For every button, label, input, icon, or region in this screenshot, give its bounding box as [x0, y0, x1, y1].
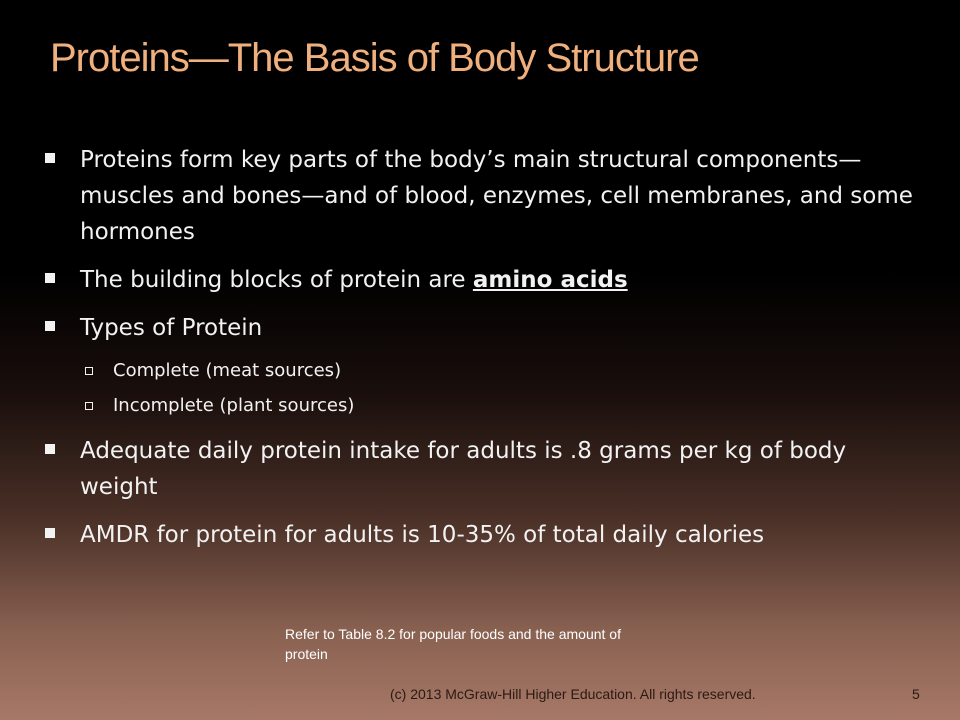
bullet-item	[45, 310, 925, 346]
hollow-square-bullet-icon	[85, 367, 93, 375]
bullet-item	[45, 517, 925, 553]
sub-bullet-item	[45, 358, 925, 384]
slide-title: Proteins—The Basis of Body Structure	[50, 36, 699, 80]
bullet-text: AMDR for protein for adults is 10-35% of total daily calories	[80, 522, 765, 548]
square-bullet-icon	[45, 153, 55, 163]
square-bullet-icon	[45, 444, 55, 454]
sub-bullet-text: Incomplete (plant sources)	[113, 395, 355, 416]
sub-bullet-item	[45, 393, 925, 419]
bullet-text: Types of Protein	[80, 315, 263, 341]
square-bullet-icon	[45, 528, 55, 538]
square-bullet-icon	[45, 321, 55, 331]
square-bullet-icon	[45, 273, 55, 283]
bullet-text: The building blocks of protein are	[80, 267, 473, 293]
hollow-square-bullet-icon	[85, 402, 93, 410]
bullet-item	[45, 142, 925, 250]
emphasized-term: amino acids	[472, 267, 628, 293]
bullet-item	[45, 433, 925, 505]
bullet-text: Proteins form key parts of the body’s main structural components—muscles and bones—and of blood, enzymes, cell membranes, and some hormones	[80, 147, 913, 245]
bullet-item	[45, 262, 925, 298]
bullet-list	[45, 142, 925, 565]
reference-note: Refer to Table 8.2 for popular foods and the amount of protein	[285, 626, 621, 662]
page-number: 5	[912, 686, 920, 702]
sub-bullet-text: Complete (meat sources)	[113, 360, 342, 381]
bullet-text: Adequate daily protein intake for adults is .8 grams per kg of body weight	[80, 438, 847, 500]
copyright-footer: (c) 2013 McGraw-Hill Higher Education. All rights reserved.	[390, 686, 756, 702]
